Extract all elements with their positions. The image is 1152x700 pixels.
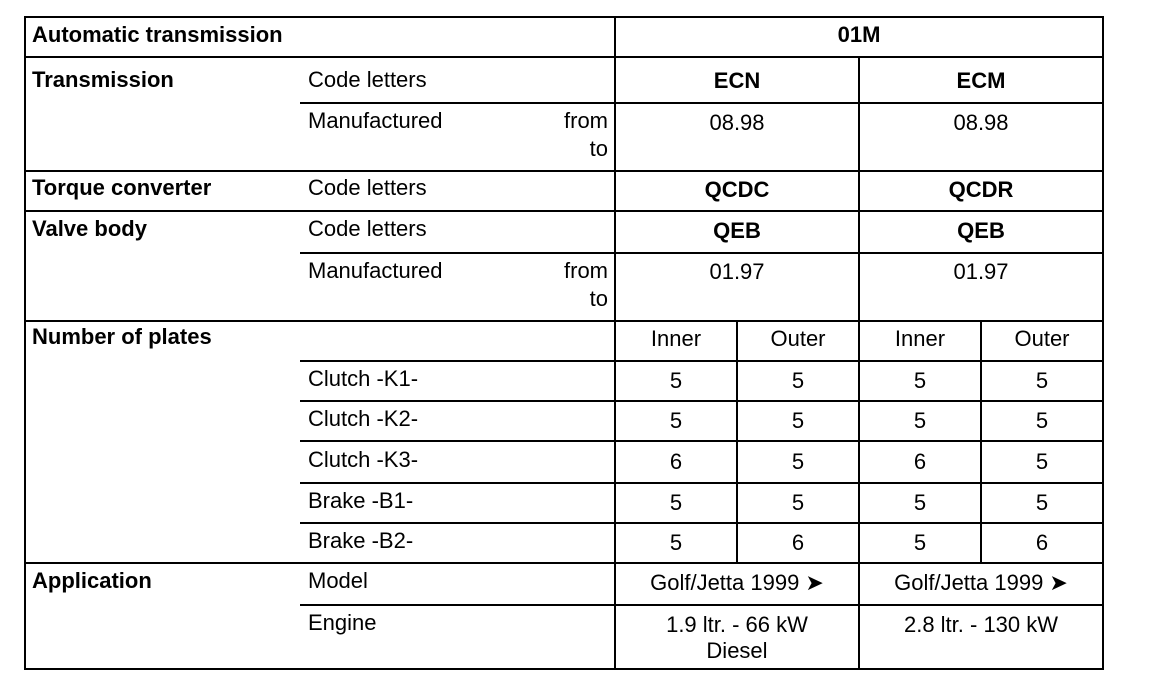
section-valve-body: Valve body <box>32 216 147 241</box>
plate-value: 5 <box>791 490 805 515</box>
code-qeb-ecn: QEB <box>713 218 761 243</box>
plate-value: 5 <box>669 490 683 515</box>
plate-value: 6 <box>1035 530 1049 555</box>
plate-value: 5 <box>913 530 927 555</box>
code-letters-label: Code letters <box>308 216 427 241</box>
plate-value: 5 <box>669 408 683 433</box>
table-border-bottom <box>24 668 1104 670</box>
engine-ecn: 1.9 ltr. - 66 kW <box>666 612 808 637</box>
rule <box>300 360 1104 362</box>
date-valve-ecn: 01.97 <box>709 259 765 284</box>
header-model: 01M <box>837 22 881 47</box>
from-label: from <box>564 108 608 133</box>
section-transmission: Transmission <box>32 67 174 92</box>
from-label: from <box>564 258 608 283</box>
inner-header: Inner <box>650 326 702 351</box>
plate-row-label: Brake -B2- <box>308 528 414 553</box>
plate-value: 5 <box>1035 368 1049 393</box>
section-number-of-plates: Number of plates <box>32 324 212 349</box>
rule-v <box>736 320 738 562</box>
plate-value: 6 <box>913 449 927 474</box>
rule <box>300 522 1104 524</box>
rule <box>24 320 1104 322</box>
plate-value: 5 <box>669 530 683 555</box>
model-label: Model <box>308 568 368 593</box>
engine-ecm: 2.8 ltr. - 130 kW <box>903 612 1059 637</box>
table-border-left <box>24 16 26 670</box>
code-letters-label: Code letters <box>308 67 427 92</box>
rule-v <box>980 320 982 562</box>
code-qcdc: QCDC <box>704 177 770 202</box>
code-letters-label: Code letters <box>308 175 427 200</box>
rule <box>300 400 1104 402</box>
transmission-spec-table <box>24 16 1104 670</box>
plate-value: 6 <box>791 530 805 555</box>
to-label: to <box>589 136 608 161</box>
plate-value: 5 <box>913 490 927 515</box>
rule <box>300 102 1104 104</box>
model-ecm: Golf/Jetta 1999 ➤ <box>894 570 1068 595</box>
date-ecm: 08.98 <box>953 110 1009 135</box>
rule <box>300 440 1104 442</box>
rule <box>300 252 1104 254</box>
plate-value: 5 <box>791 368 805 393</box>
plate-row-label: Clutch -K1- <box>308 366 419 391</box>
engine-label: Engine <box>308 610 377 635</box>
section-application: Application <box>32 568 152 593</box>
plate-value: 5 <box>913 408 927 433</box>
code-ecm: ECM <box>956 68 1006 93</box>
rule <box>300 604 1104 606</box>
date-ecn: 08.98 <box>709 110 765 135</box>
plate-row-label: Clutch -K3- <box>308 447 419 472</box>
header-title: Automatic transmission <box>32 22 283 47</box>
rule <box>300 482 1104 484</box>
plate-row-label: Clutch -K2- <box>308 406 419 431</box>
table-border-right <box>1102 16 1104 670</box>
to-label: to <box>589 286 608 311</box>
plate-value: 5 <box>913 368 927 393</box>
rule <box>24 170 1104 172</box>
date-valve-ecm: 01.97 <box>953 259 1009 284</box>
code-qeb-ecm: QEB <box>957 218 1005 243</box>
inner-header: Inner <box>894 326 946 351</box>
section-torque-converter: Torque converter <box>32 175 212 200</box>
plate-value: 5 <box>1035 449 1049 474</box>
manufactured-label: Manufactured <box>308 108 443 133</box>
model-ecn: Golf/Jetta 1999 ➤ <box>650 570 824 595</box>
code-qcdr: QCDR <box>948 177 1014 202</box>
plate-value: 5 <box>1035 408 1049 433</box>
outer-header: Outer <box>770 326 826 351</box>
plate-value: 5 <box>791 408 805 433</box>
table-border-top <box>24 16 1104 18</box>
code-ecn: ECN <box>713 68 761 93</box>
plate-value: 5 <box>669 368 683 393</box>
plate-value: 5 <box>1035 490 1049 515</box>
plate-value: 6 <box>669 449 683 474</box>
rule <box>24 562 1104 564</box>
plate-value: 5 <box>791 449 805 474</box>
engine-ecn-fuel: Diesel <box>706 638 768 663</box>
plate-row-label: Brake -B1- <box>308 488 414 513</box>
rule <box>24 56 1104 58</box>
outer-header: Outer <box>1014 326 1070 351</box>
manufactured-label: Manufactured <box>308 258 443 283</box>
rule <box>24 210 1104 212</box>
